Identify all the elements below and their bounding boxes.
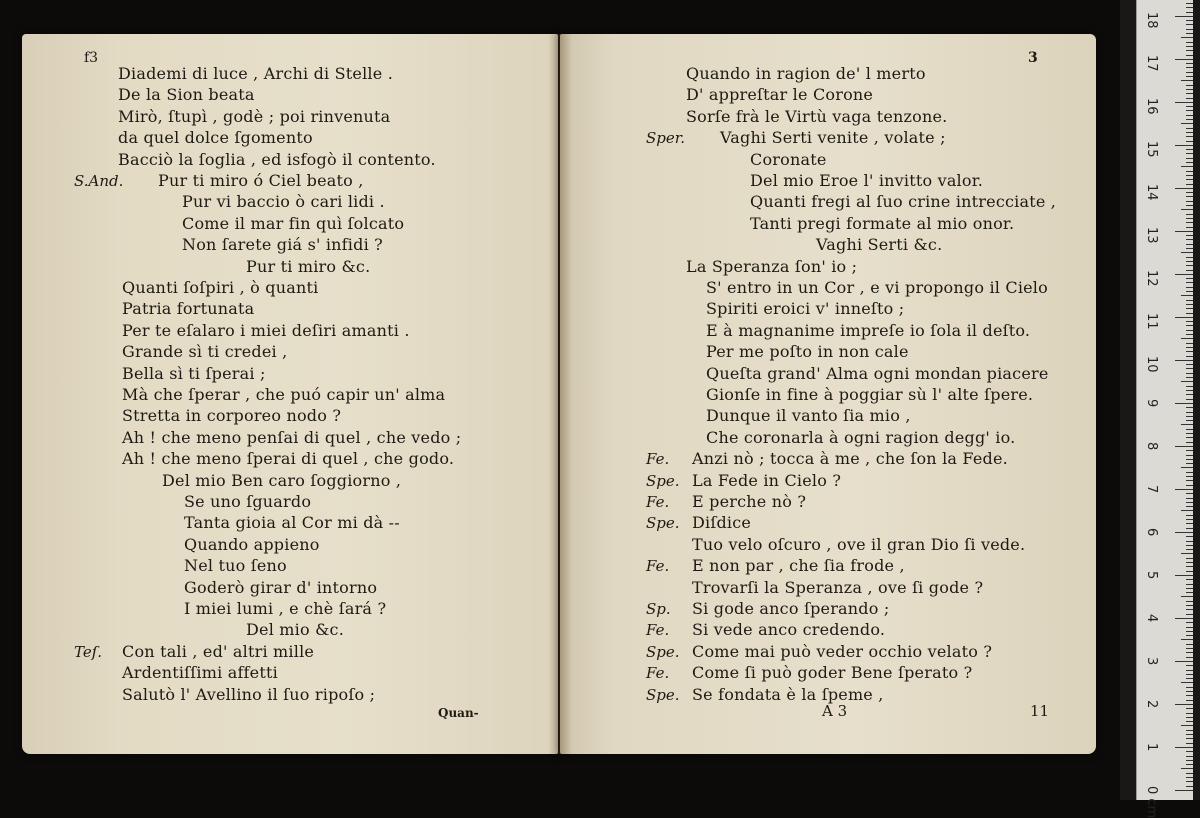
text-line: Diſdice [692,513,752,533]
ruler-tick [1181,510,1193,511]
ruler-tick [1186,502,1193,503]
ruler-tick [1186,777,1193,778]
ruler-tick [1186,334,1193,335]
ruler-tick [1186,678,1193,679]
ruler-tick [1186,308,1193,309]
text-line: Bacciò la ſoglia , ed isfogò il contento. [118,149,436,169]
ruler-tick [1175,489,1193,490]
ruler-tick [1175,747,1193,748]
ruler-tick [1181,768,1193,769]
ruler-tick [1186,657,1193,658]
ruler-label: 2 [1144,699,1159,709]
text-line: Se uno ſguardo [184,492,312,511]
ruler-tick [1175,317,1193,318]
ruler-label: 0 cm [1144,786,1159,818]
ruler-tick [1186,351,1193,352]
ruler-tick [1181,37,1193,38]
book-gutter [548,34,572,754]
ruler-tick [1186,141,1193,142]
ruler-tick [1186,648,1193,649]
ruler-tick [1186,76,1193,77]
ruler-tick [1186,498,1193,499]
ruler-tick [1186,201,1193,202]
left-page [22,34,558,754]
ruler-label: 13 [1144,226,1159,244]
ruler-tick [1175,145,1193,146]
ruler-tick [1186,721,1193,722]
ruler-tick [1186,235,1193,236]
text-line: Bella sì ti ſperai ; [122,363,266,383]
text-line: Che coronarla à ogni ragion degg' io. [706,427,1016,447]
ruler-tick [1186,450,1193,451]
text-line: S' entro in un Cor , e vi propongo il Cielo [706,278,1048,297]
ruler-tick [1186,644,1193,645]
ruler-tick [1186,12,1193,13]
ruler-label: 5 [1144,570,1159,580]
ruler-tick [1186,416,1193,417]
ruler-tick [1175,704,1193,705]
ruler-tick [1186,541,1193,542]
speaker-label: Fe. [646,621,670,640]
text-line: Pur ti miro ó Ciel beato , [158,171,364,190]
ruler-tick [1186,214,1193,215]
ruler-tick [1186,545,1193,546]
text-line: Per te eſalaro i miei deſiri amanti . [122,320,410,340]
ruler-tick [1175,59,1193,60]
text-line: Si gode anco ſperando ; [692,599,890,618]
ruler-tick [1186,566,1193,567]
text-line: Diademi di luce , Archi di Stelle . [118,64,393,83]
text-line: Quando appieno [184,534,320,554]
ruler-tick [1186,29,1193,30]
text-line: Se fondata è la ſpeme , [692,684,884,704]
ruler-tick [1186,562,1193,563]
text-line: Queſta grand' Alma ogni mondan piacere [706,363,1049,383]
ruler-label: 7 [1144,484,1159,494]
ruler-tick [1181,166,1193,167]
ruler-tick [1181,295,1193,296]
ruler-tick [1181,424,1193,425]
ruler-tick [1186,222,1193,223]
text-line: Ah ! che meno penſai di quel , che vedo ; [122,427,462,447]
ruler-tick [1186,463,1193,464]
ruler-tick [1186,128,1193,129]
ruler-tick [1175,16,1193,17]
ruler-label: 18 [1144,11,1159,29]
ruler-tick [1186,627,1193,628]
ruler-label: 17 [1144,54,1159,72]
text-line: E à magnanime impreſe io ſola il deſto. [706,320,1031,340]
ruler-tick [1186,743,1193,744]
ruler-label: 10 [1144,355,1159,373]
ruler-tick [1186,670,1193,671]
text-line: Sorſe frà le Virtù vaga tenzone. [686,106,948,126]
ruler-tick [1186,437,1193,438]
ruler-tick [1175,618,1193,619]
ruler-tick [1186,493,1193,494]
ruler-tick [1186,175,1193,176]
ruler-tick [1186,549,1193,550]
text-line: Quando in ragion de' l merto [686,64,926,83]
ruler-label: 14 [1144,183,1159,201]
ruler-tick [1186,420,1193,421]
text-line: E non par , che ſia frode , [692,556,905,576]
ruler-tick [1186,515,1193,516]
speaker-label: Spe. [646,642,680,661]
ruler-tick [1186,218,1193,219]
ruler-tick [1186,67,1193,68]
ruler-tick [1186,472,1193,473]
ruler-tick [1186,764,1193,765]
ruler-tick [1181,252,1193,253]
ruler-tick [1186,377,1193,378]
text-line: Pur ti miro &c. [246,256,371,276]
ruler-tick [1186,162,1193,163]
text-line: Mirò, ſtupì , godè ; poi rinvenuta [118,106,391,126]
ruler-tick [1186,278,1193,279]
ruler-tick [1175,790,1193,791]
text-line: Del mio Ben caro ſoggiorno , [162,470,402,490]
ruler-tick [1181,338,1193,339]
speaker-label: Fe. [646,557,670,576]
text-line: Si vede anco credendo. [692,620,886,640]
ruler-tick [1175,231,1193,232]
ruler-tick [1186,115,1193,116]
speaker-label: Sper. [646,129,686,148]
ruler-tick [1186,106,1193,107]
ruler-tick [1186,571,1193,572]
ruler-tick [1186,665,1193,666]
text-line: da quel dolce ſgomento [118,128,313,148]
ruler-tick [1181,467,1193,468]
speaker-label: Fe. [646,450,670,469]
text-line: Dunque il vanto ſia mio , [706,406,911,426]
text-line: Quanti fregi al ſuo crine intrecciate , [750,192,1057,212]
text-line: Ah ! che meno ſperai di quel , che godo. [122,449,455,469]
ruler-tick [1186,609,1193,610]
text-line: De la Sion beata [118,85,255,105]
ruler-tick [1186,751,1193,752]
ruler-label: 1 [1144,742,1159,752]
text-line: Quanti ſoſpiri , ò quanti [122,278,319,297]
ruler-tick [1186,399,1193,400]
text-line: Tuo velo oſcuro , ove il gran Dio ſi vede. [692,534,1026,554]
ruler-tick [1186,773,1193,774]
ruler-tick [1186,614,1193,615]
text-line: La Fede in Cielo ? [692,470,842,490]
ruler-tick [1186,588,1193,589]
ruler-tick [1181,123,1193,124]
ruler-tick [1186,601,1193,602]
ruler-tick [1186,713,1193,714]
ruler-label: 3 [1144,656,1159,666]
left-corner-mark: f3 [84,50,99,66]
ruler-tick [1186,631,1193,632]
ruler-tick [1186,265,1193,266]
ruler-tick [1186,756,1193,757]
ruler-tick [1186,691,1193,692]
text-line: Stretta in corporeo nodo ? [122,406,342,426]
text-line: Goderò girar d' intorno [184,577,378,597]
ruler-label: 11 [1144,312,1159,330]
ruler-tick [1186,347,1193,348]
ruler-tick [1175,403,1193,404]
ruler-tick [1186,485,1193,486]
catchword: Quan- [438,706,479,720]
text-line: Nel tuo ſeno [184,556,287,576]
speaker-label: Spe. [646,471,680,490]
text-line: Gionſe in fine à poggiar sù l' alte ſpere. [706,385,1034,404]
ruler-tick [1186,717,1193,718]
text-line: Del mio &c. [246,620,344,640]
speaker-label: Sp. [646,600,671,618]
text-line: Trovarſi la Speranza , ove ſi gode ? [692,577,984,597]
ruler-tick [1186,98,1193,99]
ruler-tick [1186,635,1193,636]
ruler-tick [1186,730,1193,731]
ruler-tick [1186,476,1193,477]
ruler-label: 16 [1144,97,1159,115]
ruler-tick [1175,575,1193,576]
ruler-tick [1186,313,1193,314]
ruler-tick [1186,343,1193,344]
ruler-tick [1175,661,1193,662]
ruler-tick [1186,605,1193,606]
ruler-tick [1175,532,1193,533]
ruler-tick [1181,725,1193,726]
ruler-tick [1186,738,1193,739]
measurement-ruler [1136,0,1193,818]
speaker-label: S.And. [74,172,124,190]
text-line: La Speranza ſon' io ; [686,256,858,276]
ruler-tick [1186,687,1193,688]
text-line: E perche nò ? [692,492,807,511]
text-line: Vaghi Serti venite , volate ; [720,128,946,148]
ruler-tick [1175,188,1193,189]
ruler-tick [1186,136,1193,137]
ruler-tick [1181,209,1193,210]
text-line: Non ſarete giá s' infidi ? [182,235,383,255]
ruler-tick [1186,179,1193,180]
ruler-tick [1186,20,1193,21]
ruler-tick [1186,528,1193,529]
ruler-tick [1186,119,1193,120]
ruler-label: 8 [1144,441,1159,451]
ruler-tick [1186,192,1193,193]
ruler-tick [1175,360,1193,361]
ruler-tick [1186,652,1193,653]
text-line: Mà che ſperar , che puó capir un' alma [122,385,446,404]
ruler-tick [1186,110,1193,111]
ruler-label: 6 [1144,527,1159,537]
speaker-label: Spe. [646,685,680,704]
ruler-tick [1186,244,1193,245]
text-line: Tanta gioia al Cor mi dà -- [184,513,400,533]
speaker-label: Teſ. [74,642,103,661]
ruler-tick [1186,390,1193,391]
text-line: Per me poſto in non cale [706,342,909,362]
ruler-tick [1186,584,1193,585]
ruler-tick [1186,149,1193,150]
ruler-tick [1186,24,1193,25]
ruler-tick [1186,455,1193,456]
ruler-tick [1186,205,1193,206]
ruler-tick [1181,80,1193,81]
text-line: Salutò l' Avellino il ſuo ripoſo ; [122,684,376,704]
text-line: Con tali , ed' altri mille [122,641,315,661]
page-number: 11 [1030,702,1050,720]
text-line: Vaghi Serti &c. [816,235,943,255]
ruler-tick [1186,523,1193,524]
ruler-tick [1186,433,1193,434]
text-line: Come ſi può goder Bene ſperato ? [692,663,973,683]
text-line: Ardentiſſimi affetti [122,663,278,683]
ruler-tick [1186,386,1193,387]
ruler-tick [1186,93,1193,94]
ruler-tick [1181,596,1193,597]
ruler-tick [1186,407,1193,408]
ruler-tick [1186,248,1193,249]
ruler-tick [1186,287,1193,288]
ruler-tick [1186,227,1193,228]
text-line: Tanti pregi formate al mio onor. [750,213,1015,233]
ruler-tick [1186,55,1193,56]
ruler-tick [1186,394,1193,395]
ruler-tick [1186,89,1193,90]
ruler-tick [1181,682,1193,683]
ruler-tick [1186,579,1193,580]
ruler-tick [1181,381,1193,382]
ruler-tick [1186,300,1193,301]
text-line: Coronate [750,149,827,169]
ruler-tick [1175,446,1193,447]
speaker-label: Spe. [646,514,680,533]
ruler-tick [1186,257,1193,258]
text-line: D' appreſtar le Corone [686,85,874,105]
ruler-tick [1186,3,1193,4]
ruler-tick [1186,506,1193,507]
ruler-tick [1186,373,1193,374]
ruler-tick [1186,270,1193,271]
ruler-tick [1186,536,1193,537]
ruler-tick [1186,132,1193,133]
ruler-tick [1186,674,1193,675]
ruler-label: 15 [1144,140,1159,158]
ruler-tick [1181,553,1193,554]
ruler-tick [1186,760,1193,761]
signature-mark: A 3 [822,702,848,720]
ruler-tick [1186,239,1193,240]
ruler-tick [1186,459,1193,460]
ruler-tick [1186,330,1193,331]
ruler-tick [1175,274,1193,275]
ruler-tick [1186,708,1193,709]
ruler-tick [1186,356,1193,357]
ruler-tick [1186,700,1193,701]
ruler-label: 12 [1144,269,1159,287]
ruler-tick [1186,558,1193,559]
ruler-label: 4 [1144,613,1159,623]
ruler-tick [1186,364,1193,365]
text-line: Pur vi baccio ò cari lidi . [182,192,385,212]
ruler-tick [1186,171,1193,172]
ruler-tick [1186,291,1193,292]
ruler-tick [1186,72,1193,73]
ruler-label: 9 [1144,398,1159,408]
ruler-tick [1186,412,1193,413]
ruler-tick [1186,196,1193,197]
ruler-tick [1186,304,1193,305]
ruler-tick [1186,42,1193,43]
ruler-tick [1186,33,1193,34]
speaker-label: Fe. [646,664,670,683]
ruler-tick [1186,261,1193,262]
text-line: Patria fortunata [122,299,255,319]
text-line: Spiriti eroici v' inneſto ; [706,299,905,319]
ruler-tick [1186,368,1193,369]
ruler-tick [1186,321,1193,322]
ruler-tick [1186,592,1193,593]
ruler-tick [1186,7,1193,8]
ruler-tick [1186,622,1193,623]
text-line: Del mio Eroe l' invitto valor. [750,171,984,190]
text-line: Anzi nò ; tocca à me , che ſon la Fede. [692,449,1008,469]
ruler-tick [1186,46,1193,47]
text-line: Come il mar fin quì ſolcato [182,213,405,233]
ruler-tick [1186,429,1193,430]
ruler-tick [1181,639,1193,640]
text-line: Grande sì ti credei , [122,342,288,362]
text-line: I miei lumi , e chè ſará ? [184,599,387,618]
ruler-tick [1186,519,1193,520]
right-corner-mark: 3 [1028,50,1038,66]
ruler-tick [1186,325,1193,326]
ruler-tick [1186,442,1193,443]
speaker-label: Fe. [646,493,670,511]
right-page [560,34,1096,754]
ruler-tick [1186,695,1193,696]
text-line: Come mai può veder occhio velato ? [692,641,993,661]
ruler-tick [1186,282,1193,283]
ruler-tick [1186,734,1193,735]
ruler-tick [1186,184,1193,185]
ruler-tick [1186,480,1193,481]
ruler-tick [1186,158,1193,159]
ruler-tick [1186,781,1193,782]
ruler-tick [1186,786,1193,787]
ruler-tick [1186,63,1193,64]
ruler-tick [1186,50,1193,51]
ruler-tick [1175,102,1193,103]
ruler-tick [1186,85,1193,86]
ruler-tick [1186,153,1193,154]
